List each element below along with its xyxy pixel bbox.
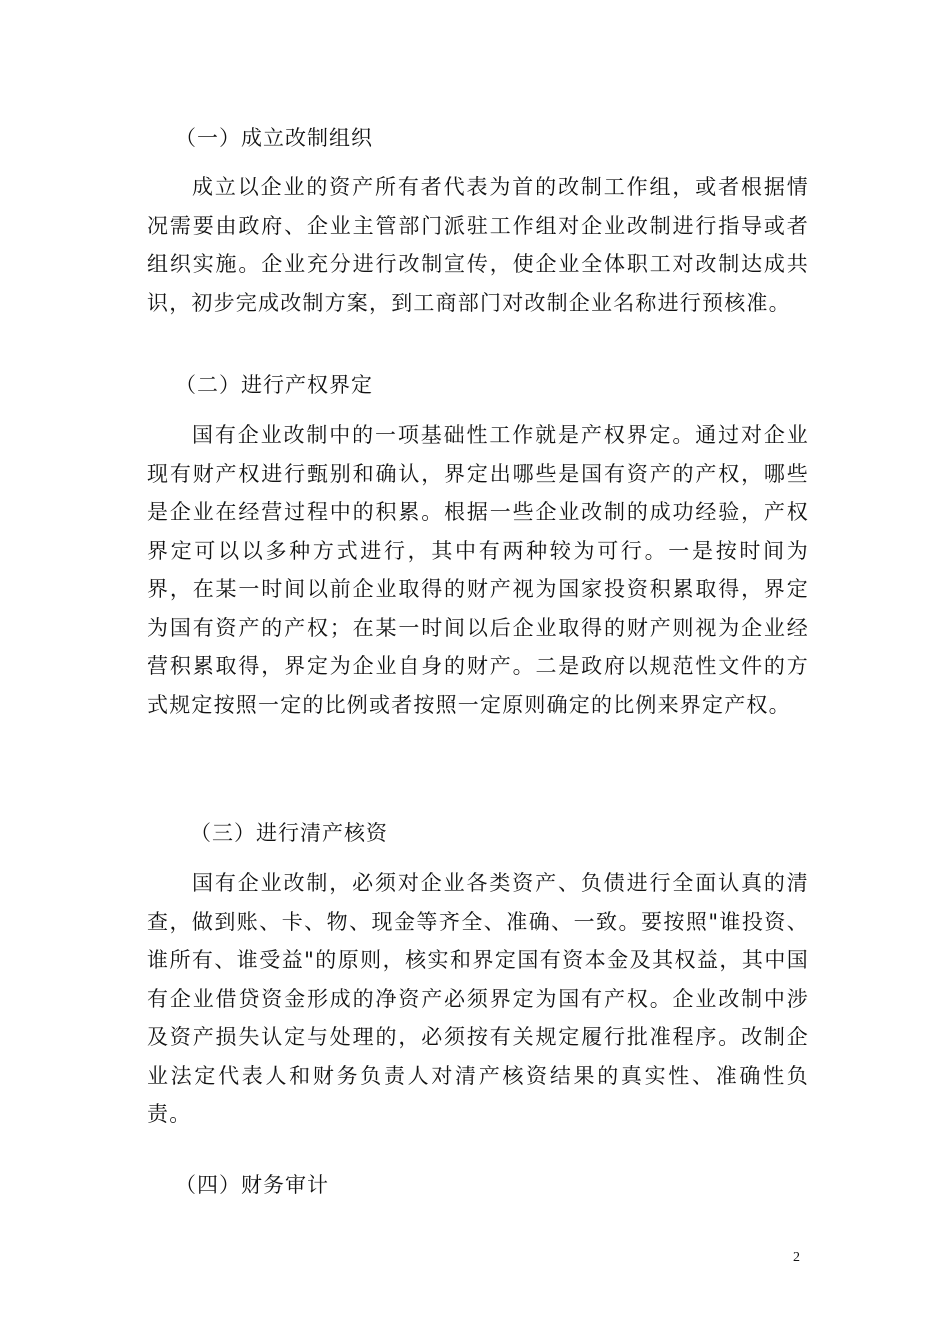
section-heading-1: （一）成立改制组织 [175, 126, 373, 150]
section-heading-2: （二）进行产权界定 [175, 373, 373, 397]
section-paragraph-2: 国有企业改制中的一项基础性工作就是产权界定。通过对企业现有财产权进行甄别和确认，界定出哪些是国有资产的产权，哪些是企业在经营过程中的积累。根据一些企业改制的成功经验，产权界定可以以多种方式进行，其中有两种较为可行。一是按时间为界，在某一时间以前企业取得的财产视为国家投资积累取得，界定为国有资产的产权；在某一时间以后企业取得的财产则视为企业经营积累取得，界定为企业自身的财产。二是政府以规范性文件的方式规定按照一定的比例或者按照一定原则确定的比例来界定产权。 [147, 423, 809, 717]
section-paragraph-1: 成立以企业的资产所有者代表为首的改制工作组，或者根据情况需要由政府、企业主管部门派驻工作组对企业改制进行指导或者组织实施。企业充分进行改制宣传，使企业全体职工对改制达成共识，初步完成改制方案，到工商部门对改制企业名称进行预核准。 [147, 175, 809, 315]
section-heading-4: （四）财务审计 [175, 1173, 329, 1197]
section-heading-3: （三）进行清产核资 [190, 821, 388, 845]
section-paragraph-3: 国有企业改制，必须对企业各类资产、负债进行全面认真的清查，做到账、卡、物、现金等齐全、准确、一致。要按照"谁投资、谁所有、谁受益"的原则，核实和界定国有资本金及其权益，其中国有企业借贷资金形成的净资产必须界定为国有产权。企业改制中涉及资产损失认定与处理的，必须按有关规定履行批准程序。改制企业法定代表人和财务负责人对清产核资结果的真实性、准确性负责。 [147, 871, 809, 1126]
page-number: 2 [793, 1250, 800, 1265]
